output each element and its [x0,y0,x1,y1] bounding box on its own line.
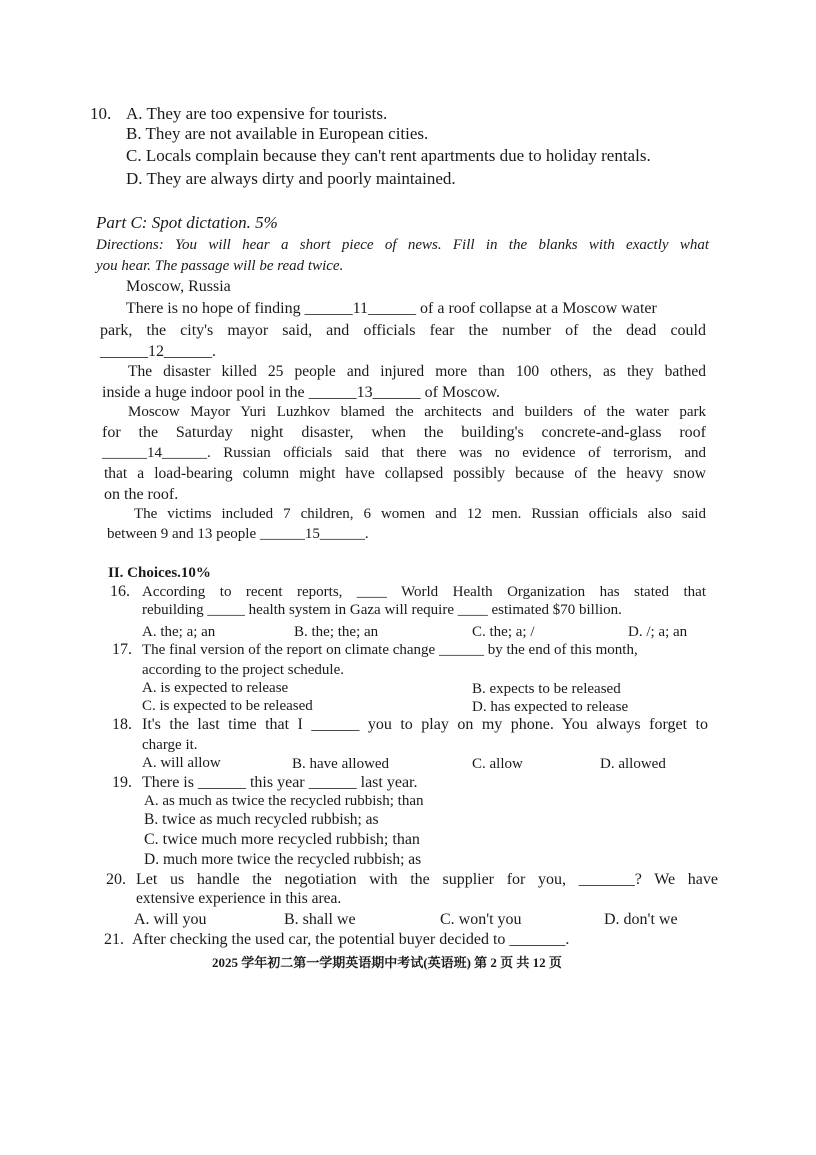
question-17-option-d: D. has expected to release [472,699,629,715]
question-19-option-b: B. twice as much recycled rubbish; as [144,811,379,828]
question-10-option-d: D. They are always dirty and poorly maintained. [126,169,456,188]
passage-line: park, the city's mayor said, and officials fear the number of the dead could [100,322,706,339]
question-21-number: 21. [104,931,124,948]
question-18-option-a: A. will allow [142,755,221,771]
section-ii-heading: II. Choices.10% [108,565,211,581]
question-17-option-b: B. expects to be released [472,681,621,697]
dateline: Moscow, Russia [126,278,231,295]
part-c-directions-line-1: Directions: You will hear a short piece of news. Fill in the blanks with exactly what [96,237,709,253]
question-19-option-c: C. twice much more recycled rubbish; than [144,831,420,848]
question-18-option-d: D. allowed [600,756,666,772]
question-16-option-a: A. the; a; an [142,624,216,640]
question-10-option-a: A. They are too expensive for tourists. [126,104,388,123]
question-17-stem: according to the project schedule. [142,662,345,678]
question-20-option-b: B. shall we [284,911,356,928]
question-10-number: 10. [90,104,112,123]
question-18-option-c: C. allow [472,756,523,772]
passage-line: on the roof. [104,486,179,503]
question-19-number: 19. [112,774,132,791]
question-19-option-d: D. much more twice the recycled rubbish; as [144,851,422,868]
question-20-option-d: D. don't we [604,911,678,928]
question-10-option-c: C. Locals complain because they can't rent apartments due to holiday rentals. [126,146,651,165]
passage-line: The victims included 7 children, 6 women and 12 men. Russian officials also said [134,506,706,522]
question-21-stem: After checking the used car, the potential buyer decided to _______. [132,931,570,948]
question-17-option-a: A. is expected to release [142,680,289,696]
question-10-option-b: B. They are not available in European cities. [126,124,429,143]
passage-line: Moscow Mayor Yuri Luzhkov blamed the architects and builders of the water park [128,404,706,420]
question-16-option-b: B. the; the; an [294,624,379,640]
question-19-option-a: A. as much as twice the recycled rubbish; than [144,793,424,809]
question-18-stem: It's the last time that I ______ you to play on my phone. You always forget to [142,716,708,733]
question-18-stem: charge it. [142,737,198,753]
question-18-number: 18. [112,716,132,733]
passage-line: ______14______. Russian officials said that there was no evidence of terrorism, and [102,445,706,461]
part-c-directions-line-2: you hear. The passage will be read twice. [96,258,344,274]
passage-line: inside a huge indoor pool in the ______13______ of Moscow. [102,384,501,401]
question-16-option-d: D. /; a; an [628,624,688,640]
part-c-heading: Part C: Spot dictation. 5% [96,213,278,232]
question-16-number: 16. [110,583,130,600]
question-20-option-c: C. won't you [440,911,522,928]
question-20-stem: extensive experience in this area. [136,890,342,907]
passage-line: that a load-bearing column might have collapsed possibly because of the heavy snow [104,465,706,482]
question-16-stem: rebuilding _____ health system in Gaza will require ____ estimated $70 billion. [142,602,622,618]
passage-line: There is no hope of finding ______11______ of a roof collapse at a Moscow water [126,300,657,317]
passage-line: ______12______. [100,343,216,360]
question-20-stem: Let us handle the negotiation with the supplier for you, _______? We have [136,871,718,888]
page-footer: 2025 学年初二第一学期英语期中考试(英语班) 第 2 页 共 12 页 [212,955,562,970]
question-16-stem: According to recent reports, ____ World Health Organization has stated that [142,584,706,600]
question-17-number: 17. [112,641,132,658]
passage-line: between 9 and 13 people ______15______. [107,526,369,542]
question-18-option-b: B. have allowed [292,756,390,772]
question-20-number: 20. [106,871,126,888]
passage-line: The disaster killed 25 people and injured more than 100 others, as they bathed [128,363,706,380]
question-16-option-c: C. the; a; / [472,624,535,640]
question-17-option-c: C. is expected to be released [142,698,313,714]
question-17-stem: The final version of the report on climate change ______ by the end of this month, [142,642,638,658]
question-20-option-a: A. will you [134,911,207,928]
passage-line: for the Saturday night disaster, when the building's concrete-and-glass roof [102,424,706,441]
question-19-stem: There is ______ this year ______ last year. [142,774,418,791]
